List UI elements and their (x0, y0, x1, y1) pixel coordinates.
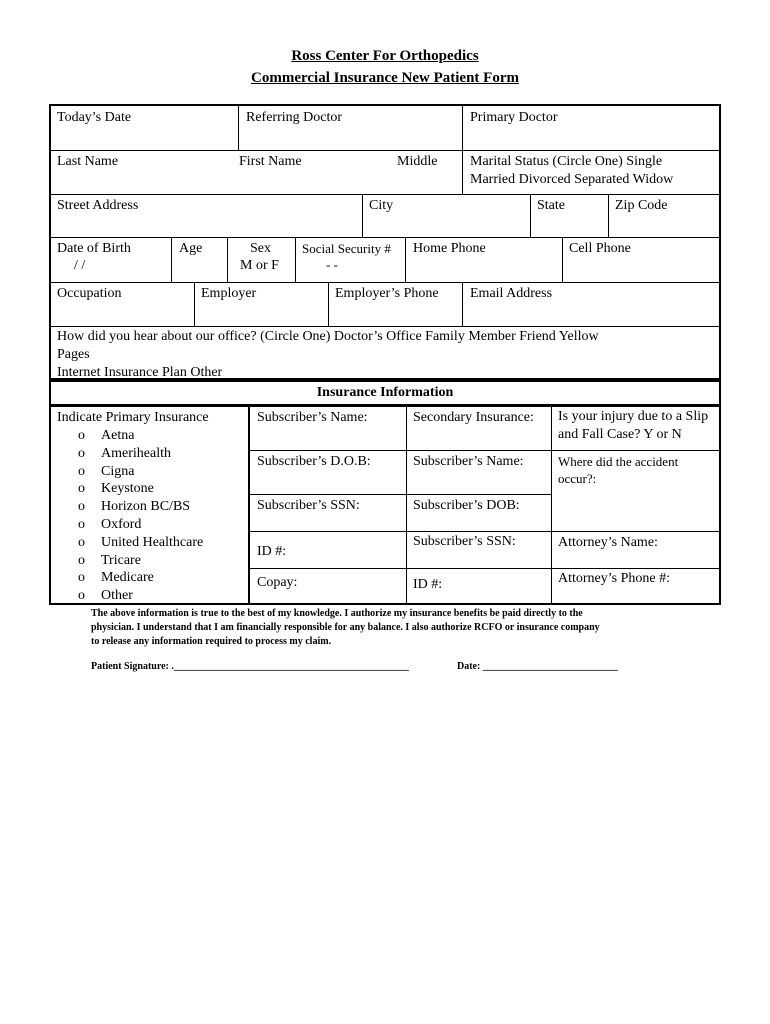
ssn-label: Social Security # (302, 241, 391, 256)
home-phone-field[interactable]: Home Phone (413, 241, 486, 256)
employer-field[interactable]: Employer (201, 286, 257, 301)
insurance-section-title: Insurance Information (316, 385, 454, 400)
age-field[interactable]: Age (179, 241, 203, 256)
slip-fall-question[interactable]: Is your injury due to a Slip and Fall Case? Y or N (558, 409, 709, 442)
id-field[interactable]: ID #: (257, 544, 287, 559)
date-of-birth-label: Date of Birth (57, 241, 131, 256)
zip-code-field[interactable]: Zip Code (615, 198, 668, 213)
street-address-field[interactable]: Street Address (57, 198, 139, 213)
insurance-option-horizon[interactable]: o Horizon BC/BS (78, 499, 191, 515)
email-field[interactable]: Email Address (470, 286, 553, 301)
secondary-subscriber-name-field[interactable]: Subscriber’s Name: (413, 454, 524, 469)
copay-field[interactable]: Copay: (257, 575, 298, 590)
subscriber-ssn-field[interactable]: Subscriber’s SSN: (257, 498, 360, 513)
referral-source-cont[interactable]: Pages (57, 347, 90, 362)
subscriber-name-field[interactable]: Subscriber’s Name: (257, 410, 368, 425)
referral-source-options[interactable]: Internet Insurance Plan Other (57, 365, 223, 380)
attorney-phone-field[interactable]: Attorney’s Phone #: (558, 571, 670, 586)
referring-doctor-field[interactable]: Referring Doctor (246, 110, 343, 125)
cell-phone-field[interactable]: Cell Phone (569, 241, 631, 256)
primary-doctor-field[interactable]: Primary Doctor (470, 110, 558, 125)
state-field[interactable]: State (537, 198, 565, 213)
attorney-name-field[interactable]: Attorney’s Name: (558, 535, 658, 550)
secondary-subscriber-ssn-field[interactable]: Subscriber’s SSN: (413, 534, 516, 549)
insurance-option-amerihealth[interactable]: o Amerihealth (78, 445, 171, 461)
occupation-field[interactable]: Occupation (57, 286, 122, 301)
middle-name-field[interactable]: Middle (397, 154, 438, 169)
insurance-option-cigna[interactable]: o Cigna (78, 463, 135, 479)
referral-source-question[interactable]: How did you hear about our office? (Circle One) Doctor’s Office Family Member Friend Yellow (57, 329, 599, 344)
authorization-statement-line2: physician. I understand that I am financially responsible for any balance. I also authorize RCFO or insurance company (91, 622, 600, 633)
primary-insurance-label: Indicate Primary Insurance (57, 410, 209, 425)
secondary-insurance-field[interactable]: Secondary Insurance: (413, 410, 534, 425)
employer-phone-field[interactable]: Employer’s Phone (335, 286, 439, 301)
marital-status-options[interactable]: Married Divorced Separated Widow (470, 172, 674, 187)
marital-status-label: Marital Status (Circle One) Single (470, 154, 663, 169)
form-subtitle: Commercial Insurance New Patient Form (251, 70, 519, 86)
sex-label: Sex (250, 241, 271, 256)
last-name-field[interactable]: Last Name (57, 154, 119, 169)
secondary-subscriber-dob-field[interactable]: Subscriber’s DOB: (413, 498, 520, 513)
insurance-option-other[interactable]: o Other (78, 588, 133, 604)
first-name-field[interactable]: First Name (239, 154, 302, 169)
signature-date-field[interactable]: Date: ___________________________ (457, 661, 618, 672)
todays-date-field[interactable]: Today’s Date (57, 110, 132, 125)
patient-signature-field[interactable]: Patient Signature: ._______________________________________________ (91, 661, 409, 672)
insurance-option-aetna[interactable]: o Aetna (78, 428, 135, 443)
insurance-option-tricare[interactable]: o Tricare (78, 552, 141, 568)
form-title: Ross Center For Orthopedics (291, 48, 479, 64)
subscriber-dob-field[interactable]: Subscriber’s D.O.B: (257, 454, 371, 469)
authorization-statement-line3: to release any information required to process my claim. (91, 636, 332, 647)
primary-insurance-options (78, 427, 203, 605)
authorization-statement-line1: The above information is true to the best of my knowledge. I authorize my insurance benefits be paid directly to the (91, 608, 583, 619)
ssn-field[interactable]: - - (326, 257, 338, 272)
sex-options[interactable]: M or F (240, 258, 279, 273)
city-field[interactable]: City (369, 198, 394, 213)
date-of-birth-field[interactable]: / / (74, 258, 86, 273)
insurance-option-medicare[interactable]: o Medicare (78, 570, 154, 586)
insurance-option-oxford[interactable]: o Oxford (78, 516, 142, 532)
insurance-option-keystone[interactable]: o Keystone (78, 481, 154, 497)
secondary-id-field[interactable]: ID #: (413, 577, 443, 592)
insurance-option-united[interactable]: o United Healthcare (78, 534, 204, 550)
accident-location-field[interactable]: Where did the accident occur?: (558, 454, 679, 486)
